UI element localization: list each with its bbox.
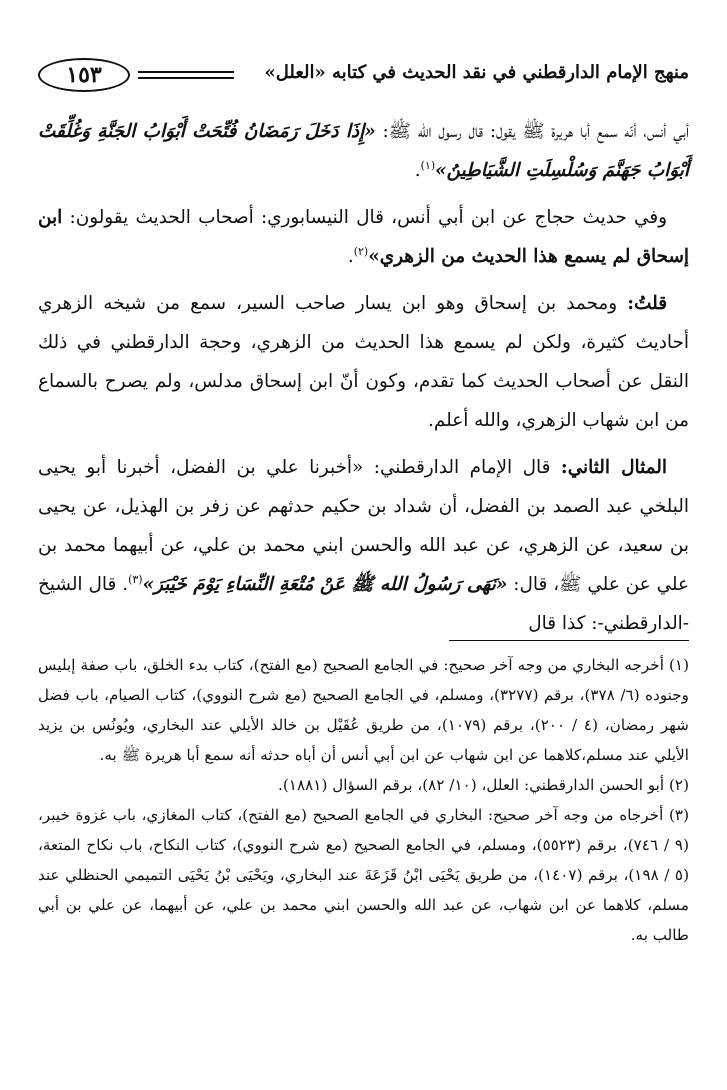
running-title: منهج الإمام الدارقطني في نقد الحديث في كتابه «العلل» <box>264 62 689 83</box>
main-text <box>38 112 689 651</box>
footnote-number: (٣) <box>668 806 690 824</box>
header-double-rule <box>138 71 234 79</box>
paragraph-4-text: قال الإمام الدارقطني: «أخبرنا علي بن الفضل، أخبرنا أبو يحيى البلخي عبد الصمد بن الفضل، أن شداد بن حكيم حدثهم عن زفر بن الهذيل، عن يحيى بن سعيد، عن الزهري، عن عبد الله والحسن ابني محمد بن علي، عن أبيهما محمد بن علي عن علي ﷺ، قال: <box>38 457 689 595</box>
paragraph-3 <box>38 284 689 440</box>
paragraph-2 <box>38 198 689 276</box>
footnote-ref-3[interactable]: (٣) <box>128 572 143 586</box>
footnote-number: (١) <box>668 656 689 674</box>
page-header <box>38 56 689 96</box>
footnote-text: أبو الحسن الدارقطني: العلل، (١٠/ ٨٢)، برقم السؤال (١٨٨١). <box>278 776 665 794</box>
paragraph-1-text: أبي أنس، أنّه سمع أبا هريرة ﷺ يقول: قال رسول الله ﷺ: <box>375 121 689 142</box>
paragraph-3-text: ومحمد بن إسحاق وهو ابن يسار صاحب السير، سمع من شيخه الزهري أحاديث كثيرة، ولكن لم يسمع هذا الحديث من الزهري، وحجة الدارقطني في ذلك النقل عن أصحاب الحديث كما تقدم، وكون أنّ ابن إسحاق مدلس، ولم يصرح بالسماع من ابن شهاب الزهري، والله أعلم. <box>38 293 689 431</box>
hadith-quote-2: «نَهَى رَسُولُ الله ﷺ عَنْ مُتْعَةِ النِّسَاءِ يَوْمَ خَيْبَرَ» <box>142 574 508 595</box>
paragraph-1-end: . <box>414 160 421 181</box>
hadith-quote-1: «إِذَا دَخَلَ رَمَضَانُ فُتِّحَتْ أَبْوَابُ الجَنَّةِ وَغُلِّقَتْ أَبْوَابُ جَهَنَّمَ وَسُلْسِلَتِ الشَّيَاطِينُ» <box>38 121 689 181</box>
footnote-text: أخرجاه من وجه آخر صحيح: البخاري في الجامع الصحيح (مع الفتح)، كتاب المغازي، باب غزوة خيبر، (٩ / ٧٤٦)، برقم (٥٥٢٣)، ومسلم، في الجامع الصحيح (مع شرح النووي)، كتاب النكاح، باب نكاح المتعة، (٥ / ١٩٨)، برقم (١٤٠٧)، من طريق يَحْيَى ابْنُ قَزَعَةَ عند البخاري، ويَحْيَى بْنُ يَحْيَى التميمي الحنظلي عند مسلم، كلاهما عن ابن شهاب، عن عبد الله والحسن ابني محمد بن علي، عن أبيهما، عن علي بن أبي طالب به. <box>38 806 690 944</box>
paragraph-2-end: . <box>347 246 354 267</box>
footnote-ref-2[interactable]: (٢) <box>353 244 369 258</box>
paragraph-4-lead: المثال الثاني: <box>560 457 667 478</box>
paragraph-1 <box>38 112 689 190</box>
paragraph-4 <box>38 448 689 643</box>
footnote-1 <box>38 650 689 770</box>
footnote-text: أخرجه البخاري من وجه آخر صحيح: في الجامع الصحيح (مع الفتح)، كتاب بدء الخلق، باب صفة إبليس وجنوده (٦/ ٣٧٨)، برقم (٣٢٧٧)، ومسلم، في الجامع الصحيح (مع شرح النووي)، كتاب الصيام، باب فضل شهر رمضان، (٤ / ٢٠٠)، برقم (١٠٧٩)، من طريق عُقَيْل بن خالد الأيلي عند البخاري، ويُونُس بن يزيد الأيلي عند مسلم،كلاهما عن ابن شهاب عن ابن أبي أنس أن أباه حدثه أنه سمع أبا هريرة ﷺ به. <box>38 656 690 764</box>
page-number: ١٥٣ <box>38 58 130 92</box>
footnote-2 <box>38 770 689 800</box>
paragraph-2-text: وفي حديث حجاج عن ابن أبي أنس، قال النيسابوري: أصحاب الحديث يقولون: <box>62 207 667 228</box>
footnote-3 <box>38 800 689 950</box>
footnote-number: (٢) <box>668 776 689 794</box>
quote-2: ابن إسحاق لم يسمع هذا الحديث من الزهري» <box>38 207 689 267</box>
paragraph-3-lead: قلتُ: <box>627 293 667 314</box>
footnotes <box>38 650 689 950</box>
paragraph-4-end: . قال الشيخ -الدارقطني-: كذا قال <box>38 574 689 634</box>
footnote-ref-1[interactable]: (١) <box>420 158 436 172</box>
footnote-separator <box>449 640 689 641</box>
